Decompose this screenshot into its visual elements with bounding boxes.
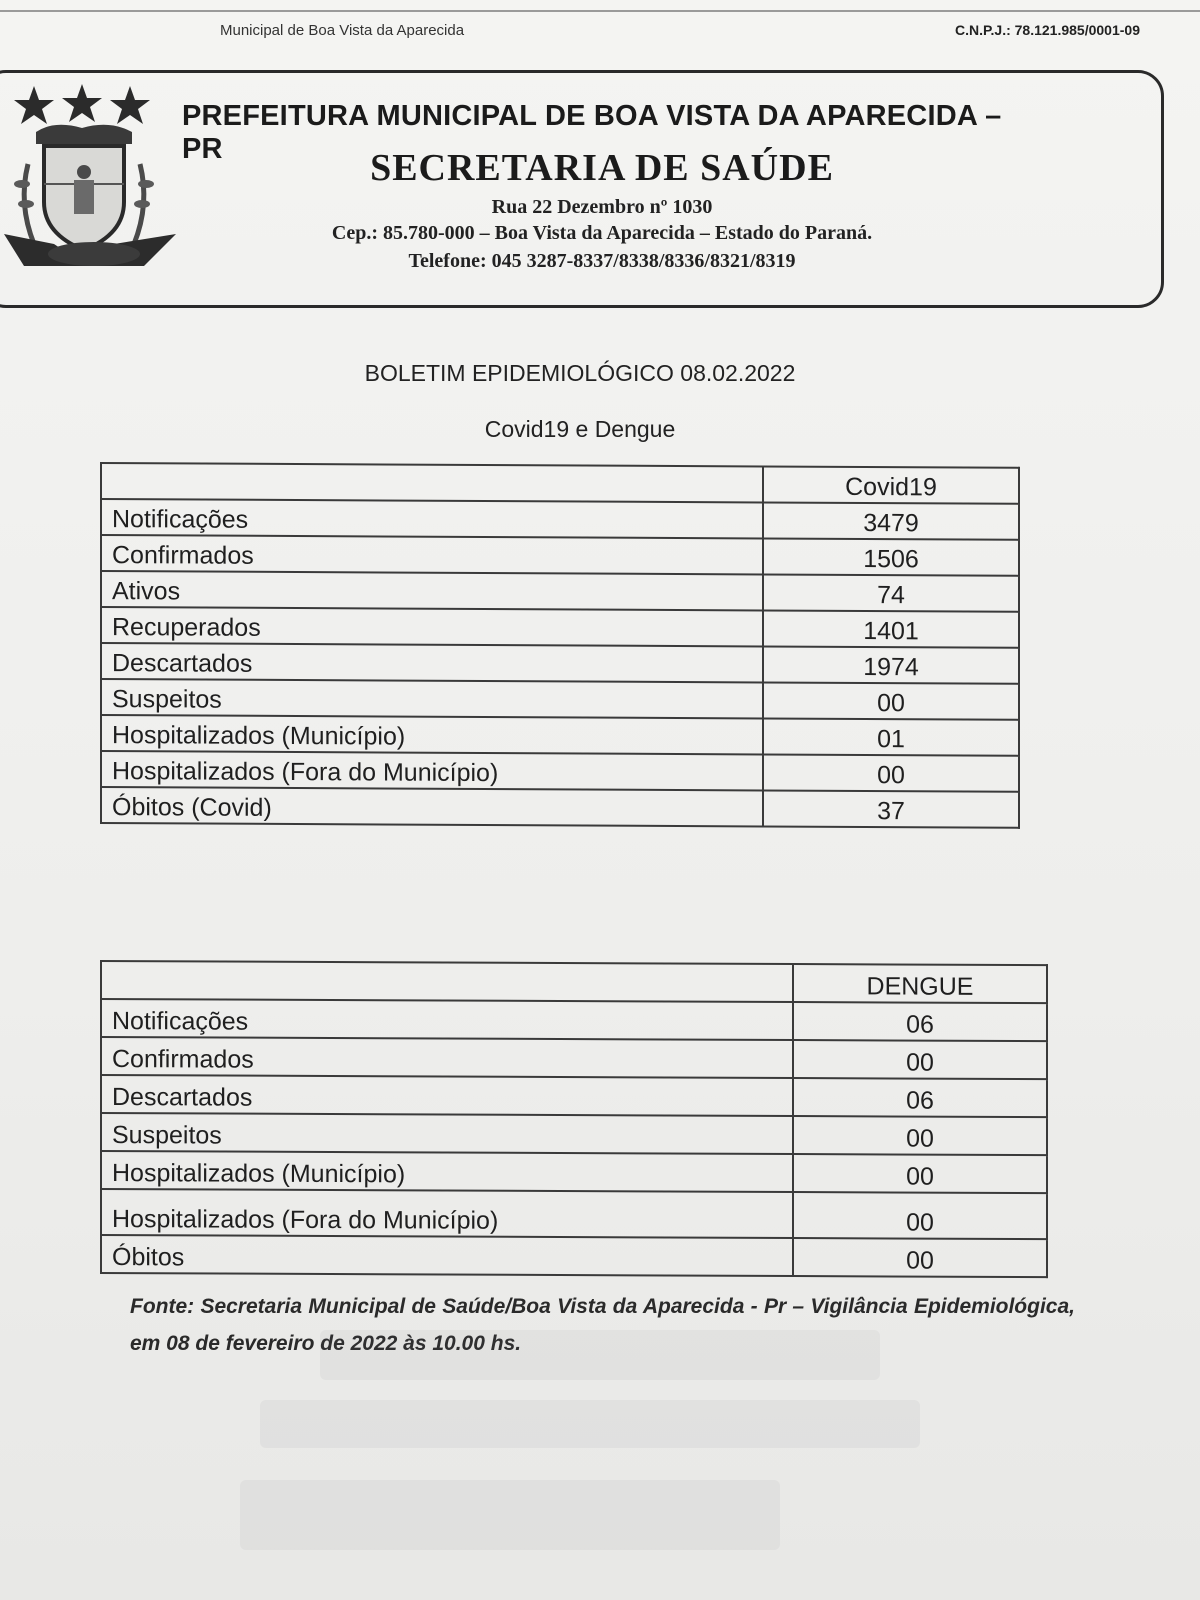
row-label: Óbitos xyxy=(101,1235,793,1276)
table-row xyxy=(101,499,1019,540)
row-value: 00 xyxy=(793,1116,1047,1155)
table-row xyxy=(101,1151,1047,1193)
table-row xyxy=(101,535,1019,576)
source-note: Fonte: Secretaria Municipal de Saúde/Boa Vista da Aparecida - Pr – Vigilância Epidemiológica, em 08 de fevereiro de 2022 às 10.00 hs. xyxy=(130,1295,1075,1355)
row-label: Hospitalizados (Município) xyxy=(101,1151,793,1192)
row-value: 06 xyxy=(793,1002,1047,1041)
table-row xyxy=(101,1189,1047,1239)
row-value: 3479 xyxy=(763,502,1019,539)
bulletin-subtitle: Covid19 e Dengue xyxy=(484,416,676,442)
row-value: 01 xyxy=(763,718,1019,755)
prefeitura-title: PREFEITURA MUNICIPAL DE BOA VISTA DA APARECIDA – PR xyxy=(182,100,1002,165)
table-row xyxy=(101,1075,1047,1117)
row-value: 37 xyxy=(763,790,1019,827)
row-label: Descartados xyxy=(101,643,763,682)
row-value: 00 xyxy=(793,1192,1047,1239)
row-label: Confirmados xyxy=(101,535,763,574)
table-row xyxy=(101,787,1019,828)
cnpj-text: C.N.P.J.: 78.121.985/0001-09 xyxy=(955,22,1140,38)
table-row xyxy=(101,1037,1047,1079)
table-row xyxy=(101,1235,1047,1277)
row-value: 1974 xyxy=(763,646,1019,683)
row-label: Suspeitos xyxy=(101,679,763,718)
top-rule xyxy=(0,10,1200,12)
address-line: Rua 22 Dezembro nº 1030 xyxy=(491,196,713,218)
row-label: Ativos xyxy=(101,571,763,610)
covid-header-row xyxy=(101,463,1019,504)
row-label: Descartados xyxy=(101,1075,793,1116)
dengue-header-row xyxy=(101,961,1047,1003)
row-value: 00 xyxy=(793,1154,1047,1193)
table-row xyxy=(101,607,1019,648)
covid-header-empty-cell xyxy=(101,463,763,502)
table-row xyxy=(101,751,1019,792)
row-label: Hospitalizados (Fora do Município) xyxy=(101,751,763,790)
row-label: Óbitos (Covid) xyxy=(101,787,763,826)
row-value: 74 xyxy=(763,574,1019,611)
phone-line: Telefone: 045 3287-8337/8338/8336/8321/8319 xyxy=(408,250,796,272)
top-municipal-text: Municipal de Boa Vista da Aparecida xyxy=(220,22,465,39)
dengue-header-cell: DENGUE xyxy=(793,964,1047,1003)
row-label: Notificações xyxy=(101,499,763,538)
table-row xyxy=(101,571,1019,612)
bleed-through-shadow xyxy=(240,1480,780,1550)
bulletin-title: BOLETIM EPIDEMIOLÓGICO 08.02.2022 xyxy=(364,360,796,386)
row-value: 00 xyxy=(793,1238,1047,1277)
dengue-table xyxy=(100,960,1048,1278)
table-row xyxy=(101,1113,1047,1155)
municipal-coat-of-arms-icon xyxy=(4,84,184,280)
row-label: Recuperados xyxy=(101,607,763,646)
table-row xyxy=(101,715,1019,756)
row-value: 00 xyxy=(793,1040,1047,1079)
row-value: 1401 xyxy=(763,610,1019,647)
secretaria-title: SECRETARIA DE SAÚDE xyxy=(370,147,834,189)
table-row xyxy=(101,999,1047,1041)
covid-table xyxy=(100,462,1020,829)
row-label: Confirmados xyxy=(101,1037,793,1078)
row-value: 1506 xyxy=(763,538,1019,575)
row-label: Hospitalizados (Município) xyxy=(101,715,763,754)
row-value: 06 xyxy=(793,1078,1047,1117)
row-label: Notificações xyxy=(101,999,793,1040)
row-value: 00 xyxy=(763,754,1019,791)
bleed-through-shadow xyxy=(260,1400,920,1448)
dengue-header-empty-cell xyxy=(101,961,793,1002)
covid-header-cell: Covid19 xyxy=(763,466,1019,503)
bleed-through-shadow xyxy=(320,1330,880,1380)
table-row xyxy=(101,679,1019,720)
row-label: Suspeitos xyxy=(101,1113,793,1154)
table-row xyxy=(101,643,1019,684)
row-value: 00 xyxy=(763,682,1019,719)
cep-line: Cep.: 85.780-000 – Boa Vista da Aparecida – Estado do Paraná. xyxy=(331,222,873,244)
row-label: Hospitalizados (Fora do Município) xyxy=(101,1189,793,1238)
